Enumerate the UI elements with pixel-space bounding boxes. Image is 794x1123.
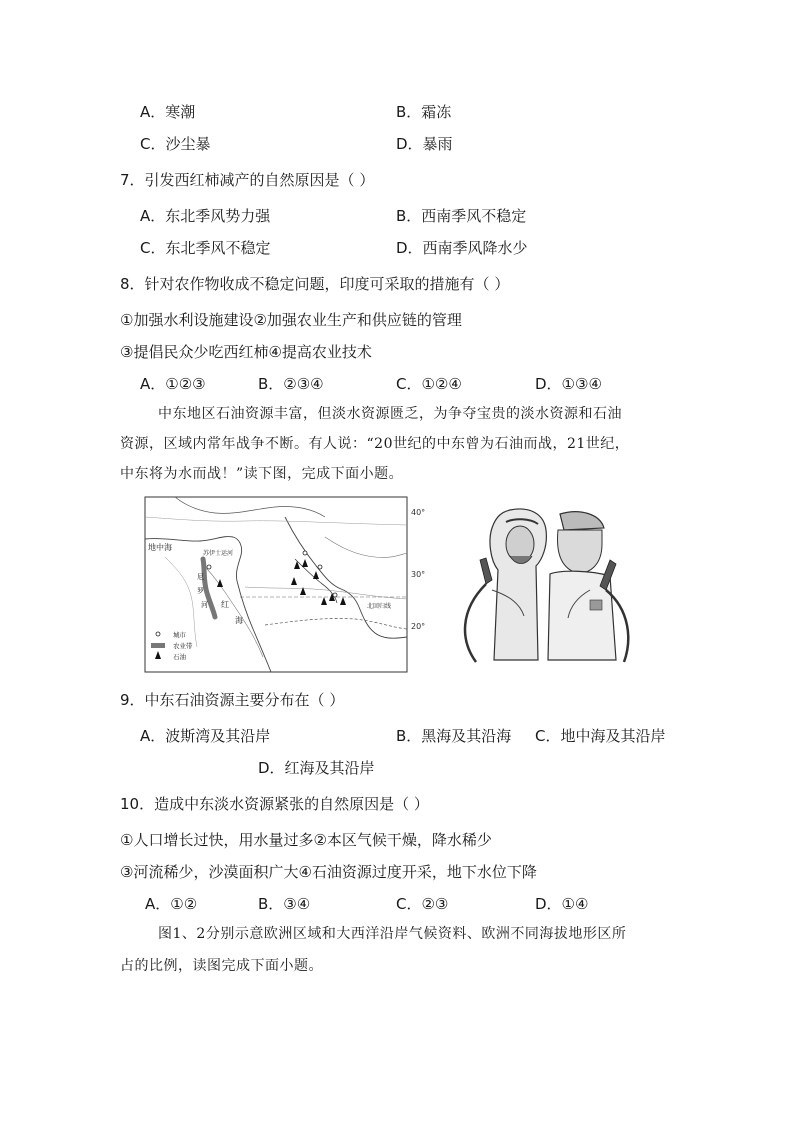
q6-option-a: A．寒潮 <box>140 103 196 121</box>
q10-option-d: D．①④ <box>535 895 589 913</box>
q7-option-a: A．东北季风势力强 <box>140 207 271 225</box>
q8-items-line2: ③提倡民众少吃西红柿④提高农业技术 <box>120 343 372 361</box>
q7-stem: 7．引发西红柿减产的自然原因是（ ） <box>120 171 375 189</box>
q8-option-b: B．②③④ <box>258 375 324 393</box>
mediterranean-label: 地中海 <box>148 543 172 552</box>
red-sea-label-2: 海 <box>235 616 243 625</box>
q10-option-a: A．①② <box>145 895 198 913</box>
q10-option-c: C．②③ <box>396 895 449 913</box>
q7-option-d: D．西南季风降水少 <box>396 239 528 257</box>
passage1-line1: 中东地区石油资源丰富，但淡水资源匮乏，为争夺宝贵的淡水资源和石油 <box>158 406 622 422</box>
passage1-line3: 中东将为水而战！”读下图，完成下面小题。 <box>120 466 404 482</box>
q10-items-line1: ①人口增长过快，用水量过多②本区气候干燥，降水稀少 <box>120 831 492 849</box>
q7-option-c: C．东北季风不稳定 <box>140 239 271 257</box>
passage2-line1: 图1、2分别示意欧洲区域和大西洋沿岸气候资料、欧洲不同海拔地形区所 <box>158 926 627 942</box>
q9-option-c: C．地中海及其沿岸 <box>535 727 666 745</box>
lat-40-label: 40° <box>411 508 426 517</box>
middle-east-map <box>145 497 426 672</box>
lat-20-label: 20° <box>411 622 426 631</box>
tropic-label: 北回归线 <box>367 603 392 610</box>
legend-farm: 农业带 <box>173 642 193 650</box>
q9-option-a: A．波斯湾及其沿岸 <box>140 727 271 745</box>
q8-option-d: D．①③④ <box>535 375 602 393</box>
passage1-line2: 资源，区域内常年战争不断。有人说：“20世纪的中东曾为石油而战，21世纪， <box>120 436 630 452</box>
suez-canal-label: 苏伊士运河 <box>203 550 234 557</box>
q10-items-line2: ③河流稀少，沙漠面积广大④石油资源过度开采，地下水位下降 <box>120 863 537 881</box>
q9-stem: 9．中东石油资源主要分布在（ ） <box>120 691 345 709</box>
q6-option-b: B．霜冻 <box>396 103 452 121</box>
red-sea-label-1: 红 <box>221 600 229 609</box>
q8-items-line1: ①加强水利设施建设②加强农业生产和供应链的管理 <box>120 311 462 329</box>
legend-city: 城市 <box>173 631 186 639</box>
q6-option-c: C．沙尘暴 <box>140 135 211 153</box>
nile-label-1: 尼 <box>197 573 204 581</box>
q8-option-a: A．①②③ <box>140 375 206 393</box>
q8-stem: 8．针对农作物收成不稳定问题，印度可采取的措施有（ ） <box>120 275 510 293</box>
lat-30-label: 30° <box>411 570 426 579</box>
q8-option-c: C．①②④ <box>396 375 462 393</box>
passage2-line2: 占的比例，读图完成下面小题。 <box>120 958 323 974</box>
oil-pump-cartoon <box>440 500 640 665</box>
q9-option-b: B．黑海及其沿海 <box>396 727 512 745</box>
q10-stem: 10．造成中东淡水资源紧张的自然原因是（ ） <box>120 795 429 813</box>
q6-option-d: D．暴雨 <box>396 135 453 153</box>
legend-oil: 石油 <box>173 653 186 661</box>
q9-option-d: D．红海及其沿岸 <box>258 759 375 777</box>
q7-option-b: B．西南季风不稳定 <box>396 207 527 225</box>
nile-label-3: 河 <box>201 601 208 609</box>
q10-option-b: B．③④ <box>258 895 311 913</box>
nile-label-2: 罗 <box>197 587 204 595</box>
